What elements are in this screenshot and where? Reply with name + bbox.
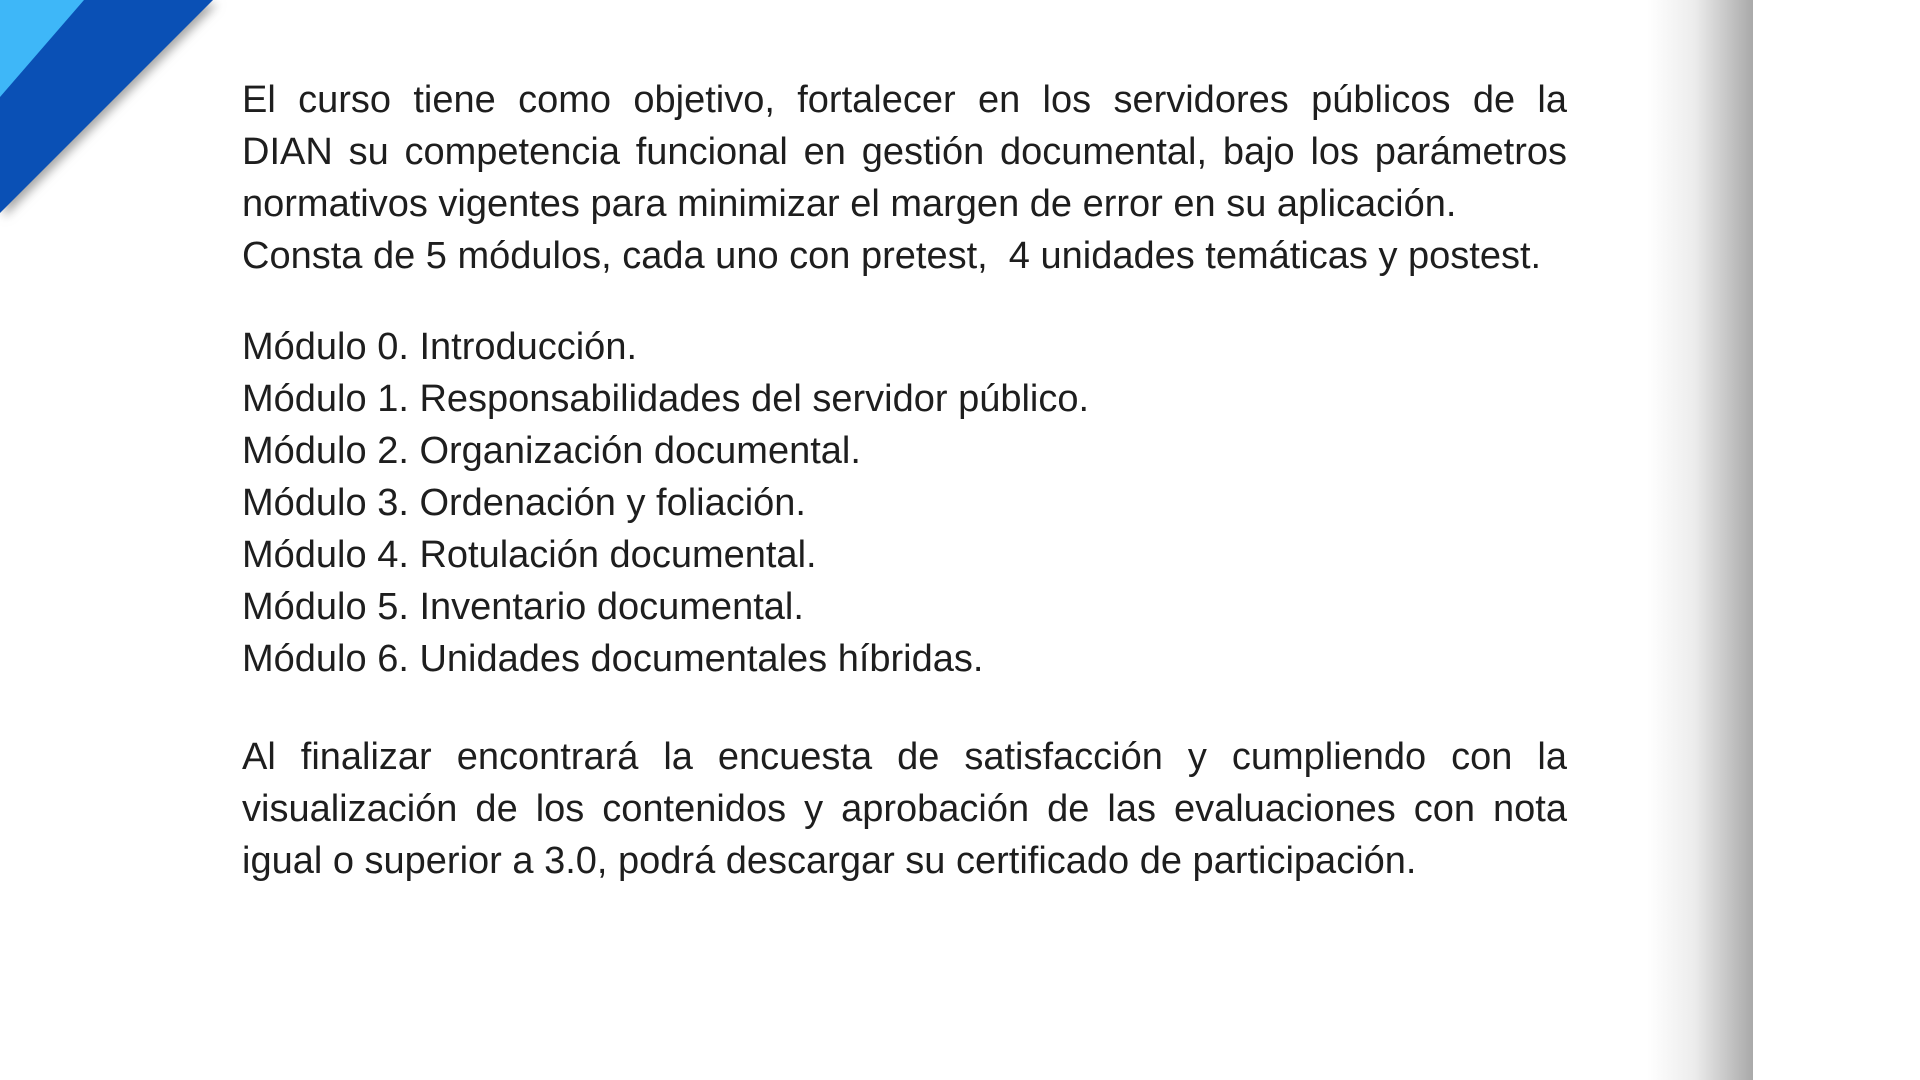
- course-objective-paragraph: [242, 74, 1567, 282]
- module-item-4: Módulo 4. Rotulación documental.: [242, 534, 817, 576]
- intro-line-2: DIAN su competencia funcional en gestión documental, bajo los parámetros: [242, 131, 1567, 173]
- intro-line-3: normativos vigentes para minimizar el margen de error en su aplicación.: [242, 183, 1457, 225]
- closing-line-2: visualización de los contenidos y aprobación de las evaluaciones con nota: [242, 788, 1567, 830]
- module-item-5: Módulo 5. Inventario documental.: [242, 586, 804, 628]
- page-edge-shadow: [1647, 0, 1753, 1080]
- module-item-1: Módulo 1. Responsabilidades del servidor público.: [242, 378, 1090, 420]
- module-list: [242, 321, 1567, 685]
- closing-line-1: Al finalizar encontrará la encuesta de satisfacción y cumpliendo con la: [242, 736, 1567, 778]
- intro-line-1: El curso tiene como objetivo, fortalecer en los servidores públicos de la: [242, 79, 1567, 121]
- module-item-3: Módulo 3. Ordenación y foliación.: [242, 482, 806, 524]
- closing-line-3: igual o superior a 3.0, podrá descargar su certificado de participación.: [242, 840, 1417, 882]
- certificate-paragraph: [242, 731, 1567, 887]
- module-item-0: Módulo 0. Introducción.: [242, 326, 638, 368]
- module-item-2: Módulo 2. Organización documental.: [242, 430, 861, 472]
- module-item-6: Módulo 6. Unidades documentales híbridas.: [242, 638, 984, 680]
- intro-line-4: Consta de 5 módulos, cada uno con pretest, 4 unidades temáticas y postest.: [242, 235, 1542, 277]
